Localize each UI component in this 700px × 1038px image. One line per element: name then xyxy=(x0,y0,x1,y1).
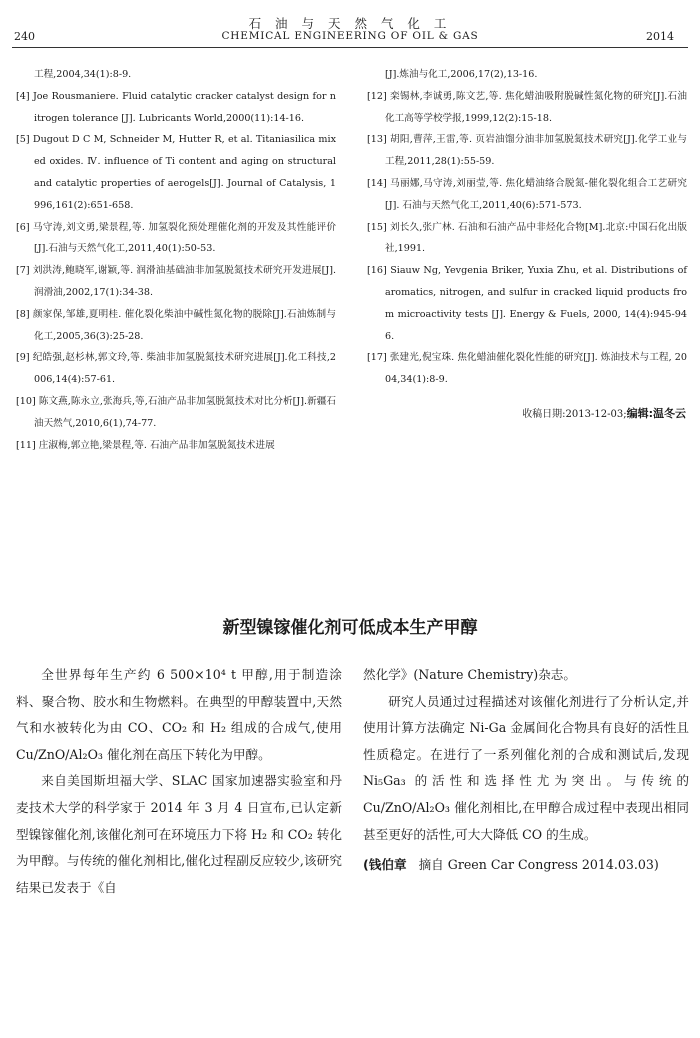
reference-item: [16] Siauw Ng, Yevgenia Briker, Yuxia Zhu, et al. Distributions of aromatics, nitrogen, and sulfur in cracked liquid products from microactivity tests [J]. Energy & Fuels, 2000, 14(4):945-946. xyxy=(367,265,687,342)
reference-item: [15] 刘长久,张广林. 石油和石油产品中非烃化合物[M].北京:中国石化出版社,1991. xyxy=(367,221,687,255)
article-body-left xyxy=(16,662,342,901)
journal-title-en: CHEMICAL ENGINEERING OF OIL & GAS xyxy=(221,30,479,42)
reference-item: [6] 马守涛,刘文勇,梁景程,等. 加氢裂化预处理催化剂的开发及其性能评价[J].石油与天然气化工,2011,40(1):50-53. xyxy=(16,221,336,255)
references-right-column xyxy=(367,64,687,391)
body-paragraph-continued: 然化学》(Nature Chemistry)杂志。 xyxy=(363,667,576,682)
credit-source: 摘自 Green Car Congress 2014.03.03) xyxy=(418,857,659,872)
page-number: 240 xyxy=(14,30,35,43)
editor-label: 编辑 xyxy=(626,407,649,420)
article-body-right xyxy=(363,662,689,848)
reference-item: [12] 栾锡林,李诚勇,陈文艺,等. 焦化蜡油吸附脱碱性氮化物的研究[J].石油化工高等学校学报,1999,12(2):15-18. xyxy=(367,90,687,124)
reference-item: [5] Dugout D C M, Schneider M, Hutter R, et al. Titaniasilica mixed oxides. Ⅳ. influence of Ti content and aging on structural and catalytic properties of aerogels[J]. Journal of Catalysis, 1996,161(2):651-658. xyxy=(16,134,336,211)
reference-item: [17] 张建光,倪宝珠. 焦化蜡油催化裂化性能的研究[J]. 炼油技术与工程, 2004,34(1):8-9. xyxy=(367,352,687,386)
reference-item: [7] 刘洪涛,鲍晓军,谢颖,等. 润滑油基础油非加氢脱氮技术研究开发进展[J].润滑油,2002,17(1):34-38. xyxy=(16,265,336,298)
reference-item: [10] 陈文燕,陈永立,张海兵,等,石油产品非加氢脱氮技术对比分析[J].新疆石油天然气,2010,6(1),74-77. xyxy=(16,395,336,429)
credit-author: (钱伯章 xyxy=(363,857,407,872)
issue-year: 2014 xyxy=(646,30,674,43)
editor-name: :温冬云 xyxy=(648,407,686,420)
journal-title-cn: 石 油 与 天 然 气 化 工 xyxy=(248,16,452,31)
body-paragraph: 研究人员通过过程描述对该催化剂进行了分析认定,并使用计算方法确定 Ni-Ga 金属间化合物具有良好的活性且性质稳定。在进行了一系列催化剂的合成和测试后,发现 Ni₅Ga₃ 的活性和选择性尤为突出。与传统的 Cu/ZnO/Al₂O₃ 催化剂相比,在甲醇合成过程中表现出相同甚至更好的活性,可大大降低 CO 的生成。 xyxy=(363,693,689,842)
reference-item: [13] 胡阳,曹萍,王雷,等. 页岩油馏分油非加氢脱氮技术研究[J].化学工业与工程,2011,28(1):55-59. xyxy=(367,134,687,168)
reference-item: [9] 纪皓强,赵杉林,郭文玲,等. 柴油非加氢脱氮技术研究进展[J].化工科技,2006,14(4):57-61. xyxy=(16,352,336,386)
article-credit xyxy=(363,854,659,873)
header-rule xyxy=(12,47,688,48)
reference-item: [8] 颜家保,邹雄,夏明桂. 催化裂化柴油中碱性氮化物的脱除[J].石油炼制与化工,2005,36(3):25-28. xyxy=(16,308,336,342)
article-title: 新型镍镓催化剂可低成本生产甲醇 xyxy=(222,618,478,638)
receipt-date: 收稿日期:2013-12-03; xyxy=(522,409,627,420)
receipt-line xyxy=(522,405,686,421)
reference-item: 工程,2004,34(1):8-9. xyxy=(34,69,132,80)
reference-item: [J].炼油与化工,2006,17(2),13-16. xyxy=(385,69,538,80)
reference-item: [11] 庄淑梅,郭立艳,梁景程,等. 石油产品非加氢脱氮技术进展 xyxy=(16,439,275,451)
references-left-column xyxy=(16,64,336,456)
reference-item: [4] Joe Rousmaniere. Fluid catalytic cracker catalyst design for nitrogen tolerance [J]. Lubricants World,2000(11):14-16. xyxy=(16,90,336,124)
reference-item: [14] 马丽娜,马守涛,刘丽莹,等. 焦化蜡油络合脱氮-催化裂化组合工艺研究[J]. 石油与天然气化工,2011,40(6):571-573. xyxy=(367,177,687,211)
body-paragraph: 来自美国斯坦福大学、SLAC 国家加速器实验室和丹麦技术大学的科学家于 2014 年 3 月 4 日宣布,已认定新型镍镓催化剂,该催化剂可在环境压力下将 H₂ 和 CO₂ 转化为甲醇。与传统的催化剂相比,催化过程副反应较少,该研究结果已发表于《自 xyxy=(16,773,342,895)
page-header xyxy=(0,0,700,48)
body-paragraph: 全世界每年生产约 6 500×10⁴ t 甲醇,用于制造涂料、聚合物、胶水和生物燃料。在典型的甲醇装置中,天然气和水被转化为由 CO、CO₂ 和 H₂ 组成的合成气,使用 Cu/ZnO/Al₂O₃ 催化剂在高压下转化为甲醇。 xyxy=(16,667,342,762)
